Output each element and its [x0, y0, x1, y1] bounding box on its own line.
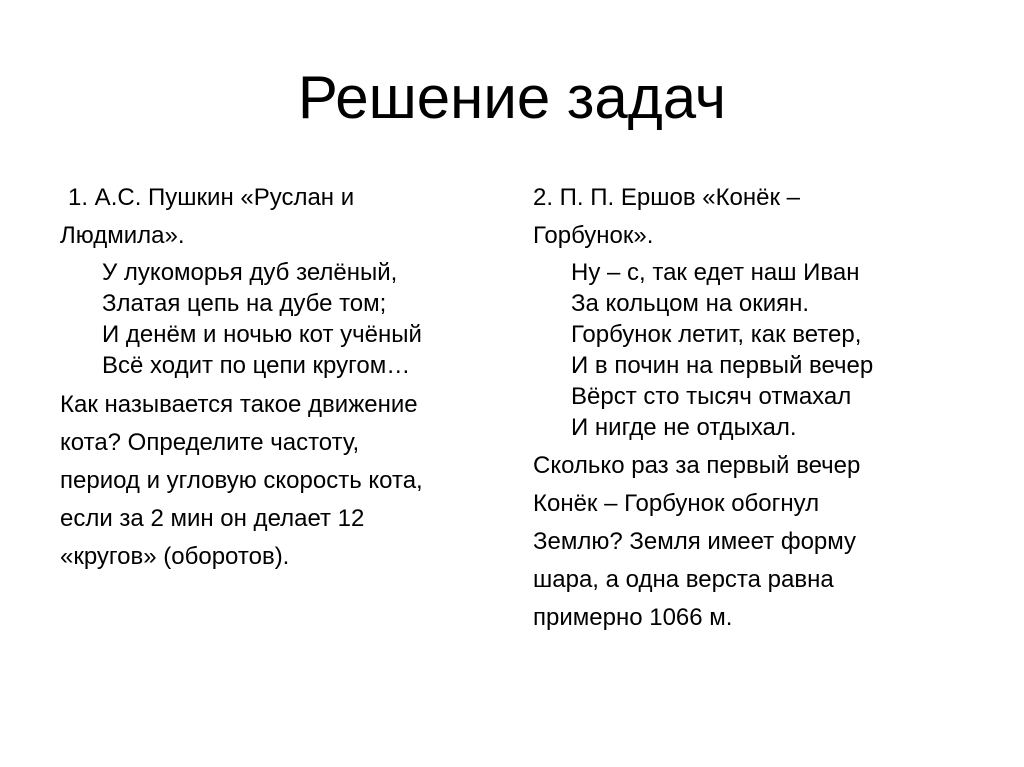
poem-line: За кольцом на окиян.	[571, 290, 810, 317]
poem-line: Златая цепь на дубе том;	[102, 290, 387, 317]
task-2-heading: Горбунок».	[533, 222, 654, 249]
question-line: Землю? Земля имеет форму	[533, 528, 857, 555]
question-line: если за 2 мин он делает 12	[60, 505, 365, 532]
poem-line: Горбунок летит, как ветер,	[571, 321, 862, 348]
poem-line: И нигде не отдыхал.	[571, 414, 797, 441]
poem-line: Ну – с, так едет наш Иван	[571, 259, 860, 286]
question-line: «кругов» (оборотов).	[60, 543, 290, 570]
poem-line: У лукоморья дуб зелёный,	[102, 259, 398, 286]
question-line: период и угловую скорость кота,	[60, 467, 423, 494]
slide-title: Решение задач	[297, 64, 727, 131]
task-2-heading: 2. П. П. Ершов «Конёк –	[533, 184, 801, 211]
poem-line: И денём и ночью кот учёный	[102, 321, 422, 348]
question-line: примерно 1066 м.	[533, 604, 733, 631]
question-line: кота? Определите частоту,	[60, 429, 360, 456]
question-line: шара, а одна верста равна	[533, 566, 834, 593]
question-line: Сколько раз за первый вечер	[533, 452, 861, 479]
poem-line: И в почин на первый вечер	[571, 352, 874, 379]
task-1-heading: 1. А.С. Пушкин «Руслан и	[68, 184, 355, 211]
question-line: Конёк – Горбунок обогнул	[533, 490, 820, 517]
poem-line: Всё ходит по цепи кругом…	[102, 352, 411, 379]
question-line: Как называется такое движение	[60, 391, 418, 418]
task-1-heading: Людмила».	[60, 222, 185, 249]
poem-line: Вёрст сто тысяч отмахал	[571, 383, 852, 410]
